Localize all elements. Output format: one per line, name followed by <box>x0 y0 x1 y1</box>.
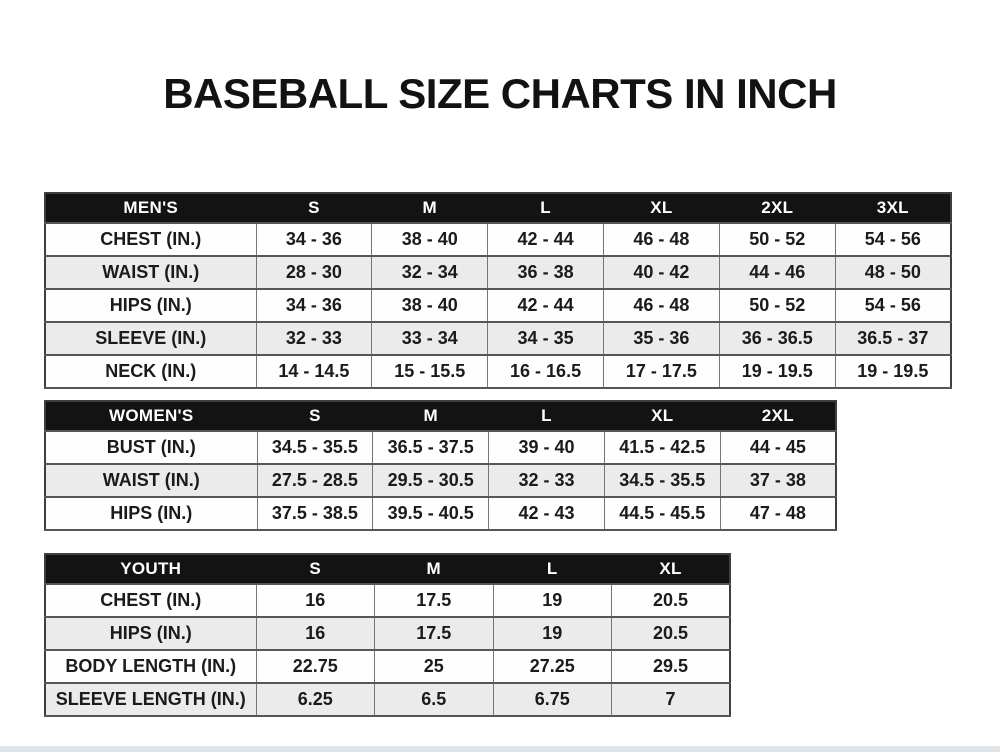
youth-size-header-cell: M <box>375 554 494 584</box>
size-value-cell: 25 <box>375 650 494 683</box>
youth-size-header-cell: S <box>256 554 375 584</box>
size-value-cell: 6.25 <box>256 683 375 716</box>
size-value-cell: 34 - 36 <box>256 289 372 322</box>
size-value-cell: 37 - 38 <box>720 464 836 497</box>
size-value-cell: 17 - 17.5 <box>603 355 719 388</box>
size-value-cell: 32 - 33 <box>256 322 372 355</box>
row-label-cell: CHEST (IN.) <box>45 584 256 617</box>
youth-table-row <box>45 683 730 716</box>
womens-size-header-cell: L <box>489 401 605 431</box>
size-value-cell: 40 - 42 <box>603 256 719 289</box>
size-value-cell: 33 - 34 <box>372 322 488 355</box>
size-value-cell: 6.5 <box>375 683 494 716</box>
row-label-cell: WAIST (IN.) <box>45 256 256 289</box>
row-label-cell: CHEST (IN.) <box>45 223 256 256</box>
size-value-cell: 34 - 35 <box>488 322 604 355</box>
womens-table-row <box>45 431 836 464</box>
size-value-cell: 50 - 52 <box>719 289 835 322</box>
size-value-cell: 34.5 - 35.5 <box>604 464 720 497</box>
row-label-cell: BUST (IN.) <box>45 431 257 464</box>
size-value-cell: 44 - 46 <box>719 256 835 289</box>
row-label-cell: SLEEVE (IN.) <box>45 322 256 355</box>
size-value-cell: 19 <box>493 584 612 617</box>
womens-header-row <box>45 401 836 431</box>
youth-size-header-cell: XL <box>612 554 731 584</box>
size-value-cell: 35 - 36 <box>603 322 719 355</box>
womens-table-row <box>45 464 836 497</box>
size-value-cell: 19 - 19.5 <box>719 355 835 388</box>
mens-size-table-region <box>44 192 952 389</box>
size-value-cell: 37.5 - 38.5 <box>257 497 373 530</box>
size-value-cell: 32 - 34 <box>372 256 488 289</box>
size-value-cell: 46 - 48 <box>603 223 719 256</box>
mens-group-label-cell: MEN'S <box>45 193 256 223</box>
size-value-cell: 14 - 14.5 <box>256 355 372 388</box>
size-value-cell: 42 - 43 <box>489 497 605 530</box>
size-value-cell: 29.5 <box>612 650 731 683</box>
size-value-cell: 36.5 - 37.5 <box>373 431 489 464</box>
size-value-cell: 6.75 <box>493 683 612 716</box>
mens-table-row <box>45 322 951 355</box>
mens-header-row <box>45 193 951 223</box>
mens-size-header-cell: M <box>372 193 488 223</box>
youth-size-header-cell: L <box>493 554 612 584</box>
size-value-cell: 17.5 <box>375 584 494 617</box>
size-value-cell: 16 <box>256 584 375 617</box>
womens-size-header-cell: S <box>257 401 373 431</box>
size-value-cell: 46 - 48 <box>603 289 719 322</box>
size-value-cell: 39.5 - 40.5 <box>373 497 489 530</box>
youth-group-label-cell: YOUTH <box>45 554 256 584</box>
row-label-cell: BODY LENGTH (IN.) <box>45 650 256 683</box>
womens-size-table-region <box>44 400 837 531</box>
size-value-cell: 20.5 <box>612 617 731 650</box>
size-value-cell: 17.5 <box>375 617 494 650</box>
size-value-cell: 47 - 48 <box>720 497 836 530</box>
size-value-cell: 19 - 19.5 <box>835 355 951 388</box>
youth-table-row <box>45 584 730 617</box>
page-title: BASEBALL SIZE CHARTS IN INCH <box>163 70 837 117</box>
mens-size-header-cell: L <box>488 193 604 223</box>
size-value-cell: 36 - 38 <box>488 256 604 289</box>
mens-table-row <box>45 256 951 289</box>
size-value-cell: 27.5 - 28.5 <box>257 464 373 497</box>
row-label-cell: HIPS (IN.) <box>45 289 256 322</box>
youth-table-row <box>45 617 730 650</box>
size-value-cell: 34.5 - 35.5 <box>257 431 373 464</box>
size-value-cell: 50 - 52 <box>719 223 835 256</box>
womens-size-header-cell: M <box>373 401 489 431</box>
size-value-cell: 19 <box>493 617 612 650</box>
mens-size-header-cell: S <box>256 193 372 223</box>
row-label-cell: WAIST (IN.) <box>45 464 257 497</box>
size-value-cell: 28 - 30 <box>256 256 372 289</box>
row-label-cell: NECK (IN.) <box>45 355 256 388</box>
size-value-cell: 38 - 40 <box>372 223 488 256</box>
mens-table-row <box>45 289 951 322</box>
size-value-cell: 54 - 56 <box>835 223 951 256</box>
size-value-cell: 39 - 40 <box>489 431 605 464</box>
youth-size-table-region <box>44 553 731 717</box>
size-value-cell: 48 - 50 <box>835 256 951 289</box>
womens-size-header-cell: 2XL <box>720 401 836 431</box>
size-value-cell: 32 - 33 <box>489 464 605 497</box>
size-value-cell: 29.5 - 30.5 <box>373 464 489 497</box>
mens-size-header-cell: 2XL <box>719 193 835 223</box>
size-value-cell: 16 <box>256 617 375 650</box>
mens-size-header-cell: XL <box>603 193 719 223</box>
mens-size-header-cell: 3XL <box>835 193 951 223</box>
youth-table-row <box>45 650 730 683</box>
size-value-cell: 34 - 36 <box>256 223 372 256</box>
bottom-edge-band <box>0 746 1000 752</box>
mens-table-row <box>45 223 951 256</box>
size-value-cell: 36.5 - 37 <box>835 322 951 355</box>
row-label-cell: HIPS (IN.) <box>45 497 257 530</box>
size-value-cell: 44.5 - 45.5 <box>604 497 720 530</box>
size-value-cell: 27.25 <box>493 650 612 683</box>
size-value-cell: 42 - 44 <box>488 223 604 256</box>
size-value-cell: 44 - 45 <box>720 431 836 464</box>
size-value-cell: 42 - 44 <box>488 289 604 322</box>
size-value-cell: 7 <box>612 683 731 716</box>
size-value-cell: 54 - 56 <box>835 289 951 322</box>
youth-header-row <box>45 554 730 584</box>
size-value-cell: 38 - 40 <box>372 289 488 322</box>
size-value-cell: 41.5 - 42.5 <box>604 431 720 464</box>
size-value-cell: 15 - 15.5 <box>372 355 488 388</box>
size-value-cell: 16 - 16.5 <box>488 355 604 388</box>
mens-table-row <box>45 355 951 388</box>
size-value-cell: 20.5 <box>612 584 731 617</box>
womens-group-label-cell: WOMEN'S <box>45 401 257 431</box>
row-label-cell: SLEEVE LENGTH (IN.) <box>45 683 256 716</box>
womens-size-header-cell: XL <box>604 401 720 431</box>
youth-size-table <box>44 553 731 717</box>
mens-size-table <box>44 192 952 389</box>
womens-size-table <box>44 400 837 531</box>
size-value-cell: 22.75 <box>256 650 375 683</box>
row-label-cell: HIPS (IN.) <box>45 617 256 650</box>
womens-table-row <box>45 497 836 530</box>
size-value-cell: 36 - 36.5 <box>719 322 835 355</box>
